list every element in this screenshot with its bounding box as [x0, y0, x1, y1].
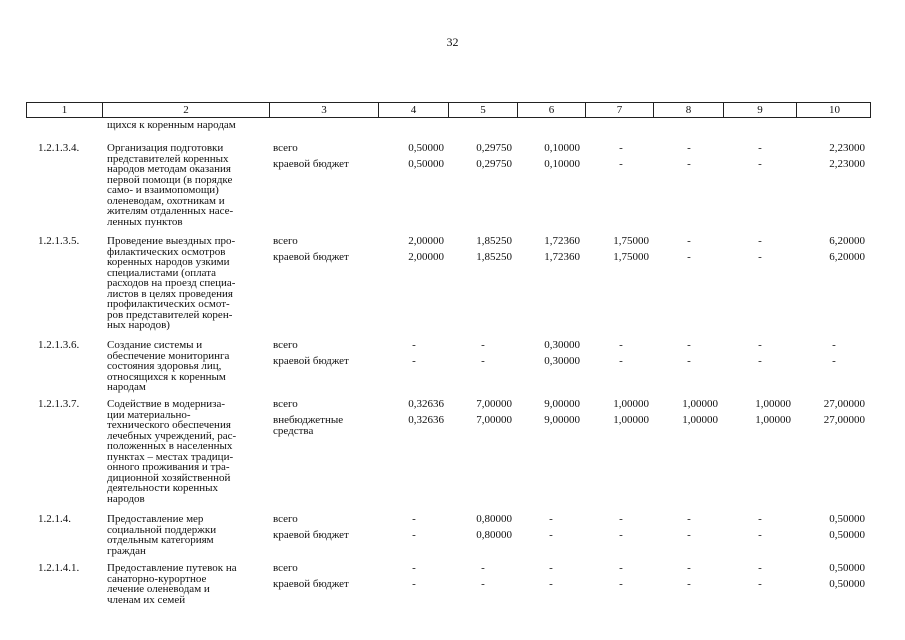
value-col-7: 1,75000: [613, 251, 649, 263]
value-col-5: -: [481, 562, 485, 574]
row-name: Проведение выездных про- филактических осмотров коренных народов узкими специалистами (оплата расходов на проезд специа- листов в целях проведения профилактических осмот- ров представителей корен- ных народов): [107, 235, 236, 331]
column-header-5: 5: [448, 103, 517, 117]
column-header-6: 6: [517, 103, 585, 117]
value-col-6: -: [549, 529, 553, 541]
value-col-9: -: [758, 235, 762, 247]
value-col-7: 1,00000: [613, 398, 649, 410]
value-col-8: -: [687, 251, 691, 263]
continuation-text: щихся к коренным народам: [107, 119, 236, 131]
value-col-10: -: [832, 339, 836, 351]
funding-source: всего: [273, 562, 298, 574]
value-col-4: -: [412, 578, 416, 590]
column-header-7: 7: [585, 103, 653, 117]
value-col-4: 2,00000: [408, 251, 444, 263]
value-col-6: 1,72360: [544, 235, 580, 247]
column-header-2: 2: [102, 103, 269, 117]
value-col-9: 1,00000: [755, 398, 791, 410]
row-name: Предоставление мер социальной поддержки отдельным категориям граждан: [107, 513, 217, 557]
column-header-3: 3: [269, 103, 378, 117]
funding-source: краевой бюджет: [273, 529, 349, 541]
value-col-5: 1,85250: [476, 235, 512, 247]
value-col-6: 1,72360: [544, 251, 580, 263]
value-col-7: -: [619, 142, 623, 154]
value-col-7: -: [619, 355, 623, 367]
value-col-7: -: [619, 562, 623, 574]
value-col-9: -: [758, 142, 762, 154]
value-col-7: -: [619, 529, 623, 541]
value-col-8: -: [687, 529, 691, 541]
value-col-6: 0,10000: [544, 158, 580, 170]
value-col-5: 7,00000: [476, 398, 512, 410]
funding-source: всего: [273, 235, 298, 247]
value-col-5: -: [481, 355, 485, 367]
value-col-10: 2,23000: [829, 158, 865, 170]
value-col-4: -: [412, 513, 416, 525]
value-col-6: 9,00000: [544, 414, 580, 426]
value-col-8: -: [687, 513, 691, 525]
value-col-10: -: [832, 355, 836, 367]
funding-source: всего: [273, 398, 298, 410]
value-col-5: 0,80000: [476, 513, 512, 525]
value-col-5: 0,29750: [476, 158, 512, 170]
value-col-7: 1,75000: [613, 235, 649, 247]
value-col-8: 1,00000: [682, 398, 718, 410]
value-col-8: -: [687, 578, 691, 590]
funding-source: краевой бюджет: [273, 251, 349, 263]
table-header-row: [26, 102, 871, 118]
value-col-4: -: [412, 339, 416, 351]
value-col-4: -: [412, 529, 416, 541]
value-col-7: -: [619, 578, 623, 590]
column-header-1: 1: [61, 104, 68, 116]
funding-source: всего: [273, 142, 298, 154]
value-col-4: 0,50000: [408, 142, 444, 154]
value-col-8: -: [687, 158, 691, 170]
value-col-4: 0,32636: [408, 414, 444, 426]
value-col-9: -: [758, 251, 762, 263]
value-col-8: -: [687, 355, 691, 367]
row-name: Организация подготовки представителей коренных народов методам оказания первой помощи (в порядке само- и взаимопомощи) оленеводам, охотникам и жителям отдаленных насе- ленных пунктов: [107, 142, 234, 228]
funding-source: всего: [273, 513, 298, 525]
value-col-10: 0,50000: [829, 562, 865, 574]
value-col-4: -: [412, 355, 416, 367]
value-col-5: 1,85250: [476, 251, 512, 263]
value-col-9: -: [758, 158, 762, 170]
value-col-5: -: [481, 578, 485, 590]
value-col-7: 1,00000: [613, 414, 649, 426]
funding-source: внебюджетные средства: [273, 414, 344, 437]
value-col-9: -: [758, 529, 762, 541]
value-col-6: 9,00000: [544, 398, 580, 410]
value-col-4: 0,32636: [408, 398, 444, 410]
value-col-6: -: [549, 578, 553, 590]
row-name: Предоставление путевок на санаторно-курортное лечение оленеводам и членам их семей: [107, 562, 237, 606]
value-col-7: -: [619, 158, 623, 170]
column-header-9: 9: [723, 103, 796, 117]
value-col-9: 1,00000: [755, 414, 791, 426]
value-col-9: -: [758, 513, 762, 525]
value-col-8: 1,00000: [682, 414, 718, 426]
value-col-7: -: [619, 513, 623, 525]
row-code: 1.2.1.3.6.: [38, 339, 80, 351]
value-col-6: 0,30000: [544, 339, 580, 351]
value-col-10: 6,20000: [829, 235, 865, 247]
row-code: 1.2.1.3.5.: [38, 235, 80, 247]
value-col-5: 7,00000: [476, 414, 512, 426]
value-col-8: -: [687, 142, 691, 154]
page-number: 32: [446, 35, 459, 49]
value-col-5: 0,29750: [476, 142, 512, 154]
value-col-10: 27,00000: [823, 414, 865, 426]
row-code: 1.2.1.3.7.: [38, 398, 80, 410]
row-code: 1.2.1.4.: [38, 513, 71, 525]
value-col-4: 2,00000: [408, 235, 444, 247]
column-header-8: 8: [653, 103, 723, 117]
value-col-6: -: [549, 513, 553, 525]
value-col-5: -: [481, 339, 485, 351]
value-col-10: 0,50000: [829, 529, 865, 541]
value-col-10: 6,20000: [829, 251, 865, 263]
value-col-9: -: [758, 562, 762, 574]
value-col-10: 0,50000: [829, 578, 865, 590]
value-col-8: -: [687, 339, 691, 351]
value-col-4: 0,50000: [408, 158, 444, 170]
column-header-4: 4: [378, 103, 448, 117]
funding-source: краевой бюджет: [273, 158, 349, 170]
row-code: 1.2.1.3.4.: [38, 142, 80, 154]
value-col-5: 0,80000: [476, 529, 512, 541]
value-col-8: -: [687, 562, 691, 574]
value-col-6: 0,30000: [544, 355, 580, 367]
value-col-9: -: [758, 578, 762, 590]
value-col-10: 2,23000: [829, 142, 865, 154]
row-code: 1.2.1.4.1.: [38, 562, 80, 574]
value-col-6: 0,10000: [544, 142, 580, 154]
value-col-10: 0,50000: [829, 513, 865, 525]
value-col-7: -: [619, 339, 623, 351]
value-col-9: -: [758, 339, 762, 351]
value-col-10: 27,00000: [823, 398, 865, 410]
value-col-9: -: [758, 355, 762, 367]
column-header-10: 10: [796, 103, 872, 117]
value-col-4: -: [412, 562, 416, 574]
value-col-8: -: [687, 235, 691, 247]
funding-source: краевой бюджет: [273, 355, 349, 367]
funding-source: всего: [273, 339, 298, 351]
funding-source: краевой бюджет: [273, 578, 349, 590]
row-name: Содействие в модерниза- ции материально- технического обеспечения лечебных учреждений, рас- положенных в населенных пунктах – местах традици- онного проживания и тра- диционной хозяйственной деятельности коренных народов: [107, 398, 237, 505]
row-name: Создание системы и обеспечение мониторинга состояния здоровья лиц, относящихся к коренным народам: [107, 339, 230, 393]
value-col-6: -: [549, 562, 553, 574]
